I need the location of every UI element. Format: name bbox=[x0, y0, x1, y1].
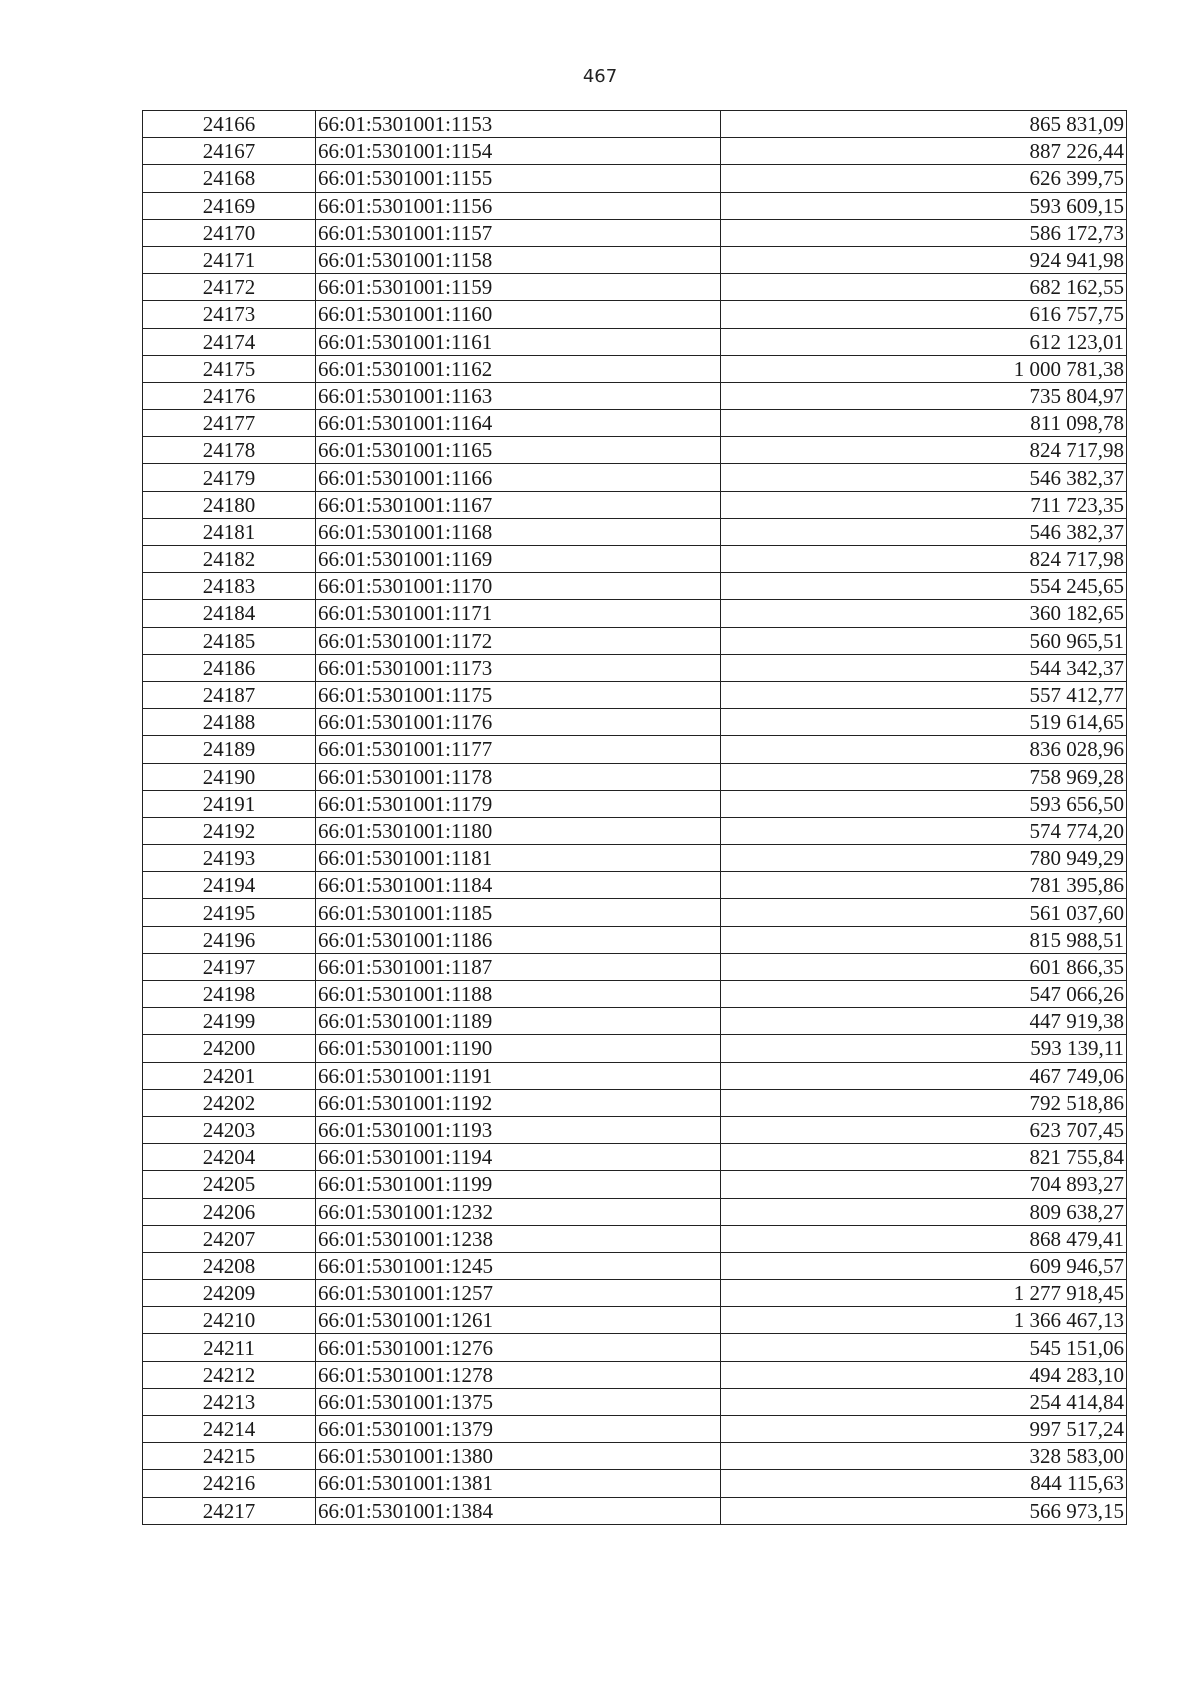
table-row bbox=[143, 953, 1127, 980]
cadastral-value-cell: 821 755,84 bbox=[721, 1144, 1127, 1171]
table-row bbox=[143, 1470, 1127, 1497]
row-number-cell: 24179 bbox=[143, 464, 316, 491]
cadastral-number-cell: 66:01:5301001:1165 bbox=[316, 437, 721, 464]
row-number-cell: 24212 bbox=[143, 1361, 316, 1388]
row-number-cell: 24184 bbox=[143, 600, 316, 627]
cadastral-number-cell: 66:01:5301001:1384 bbox=[316, 1497, 721, 1524]
cadastral-number-cell: 66:01:5301001:1194 bbox=[316, 1144, 721, 1171]
cadastral-value-cell: 447 919,38 bbox=[721, 1008, 1127, 1035]
cadastral-value-cell: 593 139,11 bbox=[721, 1035, 1127, 1062]
cadastral-value-cell: 546 382,37 bbox=[721, 518, 1127, 545]
cadastral-number-cell: 66:01:5301001:1257 bbox=[316, 1280, 721, 1307]
table-row bbox=[143, 1116, 1127, 1143]
table-row bbox=[143, 1089, 1127, 1116]
cadastral-number-cell: 66:01:5301001:1176 bbox=[316, 709, 721, 736]
cadastral-number-cell: 66:01:5301001:1154 bbox=[316, 138, 721, 165]
table-row bbox=[143, 926, 1127, 953]
cadastral-number-cell: 66:01:5301001:1276 bbox=[316, 1334, 721, 1361]
row-number-cell: 24167 bbox=[143, 138, 316, 165]
cadastral-number-cell: 66:01:5301001:1192 bbox=[316, 1089, 721, 1116]
row-number-cell: 24170 bbox=[143, 219, 316, 246]
row-number-cell: 24194 bbox=[143, 872, 316, 899]
table-row bbox=[143, 1416, 1127, 1443]
table-row bbox=[143, 627, 1127, 654]
cadastral-number-cell: 66:01:5301001:1160 bbox=[316, 301, 721, 328]
table-row bbox=[143, 790, 1127, 817]
row-number-cell: 24168 bbox=[143, 165, 316, 192]
table-row bbox=[143, 573, 1127, 600]
cadastral-value-cell: 360 182,65 bbox=[721, 600, 1127, 627]
table-row bbox=[143, 165, 1127, 192]
row-number-cell: 24214 bbox=[143, 1416, 316, 1443]
cadastral-number-cell: 66:01:5301001:1179 bbox=[316, 790, 721, 817]
row-number-cell: 24210 bbox=[143, 1307, 316, 1334]
cadastral-value-cell: 1 277 918,45 bbox=[721, 1280, 1127, 1307]
row-number-cell: 24200 bbox=[143, 1035, 316, 1062]
cadastral-number-cell: 66:01:5301001:1162 bbox=[316, 355, 721, 382]
row-number-cell: 24205 bbox=[143, 1171, 316, 1198]
table-row bbox=[143, 274, 1127, 301]
cadastral-number-cell: 66:01:5301001:1167 bbox=[316, 491, 721, 518]
table-row bbox=[143, 654, 1127, 681]
cadastral-value-cell: 586 172,73 bbox=[721, 219, 1127, 246]
cadastral-number-cell: 66:01:5301001:1232 bbox=[316, 1198, 721, 1225]
table-row bbox=[143, 1307, 1127, 1334]
table-row bbox=[143, 1198, 1127, 1225]
row-number-cell: 24180 bbox=[143, 491, 316, 518]
cadastral-value-cell: 811 098,78 bbox=[721, 410, 1127, 437]
cadastral-number-cell: 66:01:5301001:1153 bbox=[316, 111, 721, 138]
table-row bbox=[143, 981, 1127, 1008]
table-body bbox=[143, 111, 1127, 1525]
cadastral-value-cell: 544 342,37 bbox=[721, 654, 1127, 681]
table-row bbox=[143, 1144, 1127, 1171]
row-number-cell: 24204 bbox=[143, 1144, 316, 1171]
cadastral-number-cell: 66:01:5301001:1278 bbox=[316, 1361, 721, 1388]
row-number-cell: 24192 bbox=[143, 817, 316, 844]
table-row bbox=[143, 763, 1127, 790]
row-number-cell: 24211 bbox=[143, 1334, 316, 1361]
cadastral-value-cell: 616 757,75 bbox=[721, 301, 1127, 328]
row-number-cell: 24177 bbox=[143, 410, 316, 437]
row-number-cell: 24172 bbox=[143, 274, 316, 301]
cadastral-value-table bbox=[142, 110, 1127, 1525]
table-row bbox=[143, 1334, 1127, 1361]
row-number-cell: 24169 bbox=[143, 192, 316, 219]
cadastral-value-cell: 609 946,57 bbox=[721, 1252, 1127, 1279]
table-row bbox=[143, 1008, 1127, 1035]
row-number-cell: 24175 bbox=[143, 355, 316, 382]
table-row bbox=[143, 192, 1127, 219]
cadastral-value-cell: 612 123,01 bbox=[721, 328, 1127, 355]
cadastral-number-cell: 66:01:5301001:1156 bbox=[316, 192, 721, 219]
row-number-cell: 24173 bbox=[143, 301, 316, 328]
cadastral-number-cell: 66:01:5301001:1199 bbox=[316, 1171, 721, 1198]
cadastral-value-cell: 601 866,35 bbox=[721, 953, 1127, 980]
row-number-cell: 24213 bbox=[143, 1388, 316, 1415]
row-number-cell: 24201 bbox=[143, 1062, 316, 1089]
cadastral-number-cell: 66:01:5301001:1187 bbox=[316, 953, 721, 980]
row-number-cell: 24166 bbox=[143, 111, 316, 138]
cadastral-number-cell: 66:01:5301001:1155 bbox=[316, 165, 721, 192]
table-row bbox=[143, 899, 1127, 926]
table-row bbox=[143, 138, 1127, 165]
cadastral-value-cell: 1 000 781,38 bbox=[721, 355, 1127, 382]
cadastral-value-cell: 815 988,51 bbox=[721, 926, 1127, 953]
cadastral-number-cell: 66:01:5301001:1190 bbox=[316, 1035, 721, 1062]
cadastral-number-cell: 66:01:5301001:1170 bbox=[316, 573, 721, 600]
table-row bbox=[143, 600, 1127, 627]
row-number-cell: 24206 bbox=[143, 1198, 316, 1225]
cadastral-value-cell: 824 717,98 bbox=[721, 437, 1127, 464]
row-number-cell: 24209 bbox=[143, 1280, 316, 1307]
cadastral-value-cell: 519 614,65 bbox=[721, 709, 1127, 736]
cadastral-number-cell: 66:01:5301001:1193 bbox=[316, 1116, 721, 1143]
table-row bbox=[143, 328, 1127, 355]
cadastral-number-cell: 66:01:5301001:1171 bbox=[316, 600, 721, 627]
cadastral-number-cell: 66:01:5301001:1380 bbox=[316, 1443, 721, 1470]
row-number-cell: 24182 bbox=[143, 546, 316, 573]
cadastral-number-cell: 66:01:5301001:1169 bbox=[316, 546, 721, 573]
cadastral-number-cell: 66:01:5301001:1168 bbox=[316, 518, 721, 545]
table-row bbox=[143, 301, 1127, 328]
row-number-cell: 24185 bbox=[143, 627, 316, 654]
table-row bbox=[143, 546, 1127, 573]
table-row bbox=[143, 1171, 1127, 1198]
cadastral-number-cell: 66:01:5301001:1381 bbox=[316, 1470, 721, 1497]
row-number-cell: 24183 bbox=[143, 573, 316, 600]
cadastral-value-cell: 254 414,84 bbox=[721, 1388, 1127, 1415]
cadastral-value-cell: 924 941,98 bbox=[721, 246, 1127, 273]
cadastral-number-cell: 66:01:5301001:1177 bbox=[316, 736, 721, 763]
cadastral-value-cell: 809 638,27 bbox=[721, 1198, 1127, 1225]
table-row bbox=[143, 111, 1127, 138]
cadastral-value-cell: 593 656,50 bbox=[721, 790, 1127, 817]
cadastral-number-cell: 66:01:5301001:1188 bbox=[316, 981, 721, 1008]
table-row bbox=[143, 1388, 1127, 1415]
table-row bbox=[143, 709, 1127, 736]
cadastral-value-cell: 557 412,77 bbox=[721, 681, 1127, 708]
cadastral-value-cell: 844 115,63 bbox=[721, 1470, 1127, 1497]
cadastral-number-cell: 66:01:5301001:1173 bbox=[316, 654, 721, 681]
cadastral-value-cell: 824 717,98 bbox=[721, 546, 1127, 573]
cadastral-value-cell: 574 774,20 bbox=[721, 817, 1127, 844]
row-number-cell: 24178 bbox=[143, 437, 316, 464]
cadastral-value-cell: 836 028,96 bbox=[721, 736, 1127, 763]
cadastral-value-cell: 868 479,41 bbox=[721, 1225, 1127, 1252]
cadastral-value-cell: 593 609,15 bbox=[721, 192, 1127, 219]
row-number-cell: 24181 bbox=[143, 518, 316, 545]
row-number-cell: 24202 bbox=[143, 1089, 316, 1116]
table-row bbox=[143, 355, 1127, 382]
cadastral-number-cell: 66:01:5301001:1191 bbox=[316, 1062, 721, 1089]
row-number-cell: 24186 bbox=[143, 654, 316, 681]
cadastral-value-cell: 758 969,28 bbox=[721, 763, 1127, 790]
table-row bbox=[143, 1252, 1127, 1279]
cadastral-number-cell: 66:01:5301001:1163 bbox=[316, 382, 721, 409]
cadastral-number-cell: 66:01:5301001:1178 bbox=[316, 763, 721, 790]
table-row bbox=[143, 219, 1127, 246]
cadastral-value-cell: 554 245,65 bbox=[721, 573, 1127, 600]
cadastral-value-cell: 887 226,44 bbox=[721, 138, 1127, 165]
cadastral-value-cell: 467 749,06 bbox=[721, 1062, 1127, 1089]
cadastral-value-cell: 682 162,55 bbox=[721, 274, 1127, 301]
table-row bbox=[143, 410, 1127, 437]
row-number-cell: 24217 bbox=[143, 1497, 316, 1524]
table-row bbox=[143, 382, 1127, 409]
row-number-cell: 24176 bbox=[143, 382, 316, 409]
table-row bbox=[143, 736, 1127, 763]
cadastral-number-cell: 66:01:5301001:1166 bbox=[316, 464, 721, 491]
table-row bbox=[143, 246, 1127, 273]
cadastral-number-cell: 66:01:5301001:1180 bbox=[316, 817, 721, 844]
table-row bbox=[143, 681, 1127, 708]
row-number-cell: 24189 bbox=[143, 736, 316, 763]
table-row bbox=[143, 1280, 1127, 1307]
row-number-cell: 24174 bbox=[143, 328, 316, 355]
cadastral-number-cell: 66:01:5301001:1158 bbox=[316, 246, 721, 273]
cadastral-number-cell: 66:01:5301001:1261 bbox=[316, 1307, 721, 1334]
row-number-cell: 24197 bbox=[143, 953, 316, 980]
table-row bbox=[143, 1225, 1127, 1252]
table-row bbox=[143, 872, 1127, 899]
row-number-cell: 24195 bbox=[143, 899, 316, 926]
row-number-cell: 24207 bbox=[143, 1225, 316, 1252]
row-number-cell: 24188 bbox=[143, 709, 316, 736]
table-row bbox=[143, 1035, 1127, 1062]
row-number-cell: 24196 bbox=[143, 926, 316, 953]
cadastral-value-cell: 780 949,29 bbox=[721, 845, 1127, 872]
cadastral-number-cell: 66:01:5301001:1189 bbox=[316, 1008, 721, 1035]
cadastral-number-cell: 66:01:5301001:1238 bbox=[316, 1225, 721, 1252]
table-row bbox=[143, 464, 1127, 491]
cadastral-value-cell: 711 723,35 bbox=[721, 491, 1127, 518]
cadastral-value-cell: 561 037,60 bbox=[721, 899, 1127, 926]
cadastral-number-cell: 66:01:5301001:1157 bbox=[316, 219, 721, 246]
row-number-cell: 24171 bbox=[143, 246, 316, 273]
row-number-cell: 24199 bbox=[143, 1008, 316, 1035]
table-row bbox=[143, 845, 1127, 872]
cadastral-value-cell: 623 707,45 bbox=[721, 1116, 1127, 1143]
table-row bbox=[143, 1443, 1127, 1470]
cadastral-value-cell: 494 283,10 bbox=[721, 1361, 1127, 1388]
cadastral-number-cell: 66:01:5301001:1185 bbox=[316, 899, 721, 926]
cadastral-number-cell: 66:01:5301001:1175 bbox=[316, 681, 721, 708]
cadastral-value-cell: 626 399,75 bbox=[721, 165, 1127, 192]
cadastral-value-cell: 735 804,97 bbox=[721, 382, 1127, 409]
cadastral-value-cell: 792 518,86 bbox=[721, 1089, 1127, 1116]
row-number-cell: 24191 bbox=[143, 790, 316, 817]
row-number-cell: 24187 bbox=[143, 681, 316, 708]
table-row bbox=[143, 817, 1127, 844]
table-row bbox=[143, 1497, 1127, 1524]
row-number-cell: 24208 bbox=[143, 1252, 316, 1279]
cadastral-number-cell: 66:01:5301001:1181 bbox=[316, 845, 721, 872]
cadastral-number-cell: 66:01:5301001:1379 bbox=[316, 1416, 721, 1443]
table-row bbox=[143, 518, 1127, 545]
cadastral-value-cell: 546 382,37 bbox=[721, 464, 1127, 491]
cadastral-value-cell: 566 973,15 bbox=[721, 1497, 1127, 1524]
row-number-cell: 24215 bbox=[143, 1443, 316, 1470]
cadastral-number-cell: 66:01:5301001:1184 bbox=[316, 872, 721, 899]
cadastral-number-cell: 66:01:5301001:1375 bbox=[316, 1388, 721, 1415]
cadastral-number-cell: 66:01:5301001:1245 bbox=[316, 1252, 721, 1279]
cadastral-number-cell: 66:01:5301001:1186 bbox=[316, 926, 721, 953]
cadastral-number-cell: 66:01:5301001:1164 bbox=[316, 410, 721, 437]
row-number-cell: 24203 bbox=[143, 1116, 316, 1143]
table-row bbox=[143, 491, 1127, 518]
cadastral-number-cell: 66:01:5301001:1159 bbox=[316, 274, 721, 301]
cadastral-value-cell: 997 517,24 bbox=[721, 1416, 1127, 1443]
table-row bbox=[143, 1062, 1127, 1089]
row-number-cell: 24190 bbox=[143, 763, 316, 790]
cadastral-value-cell: 545 151,06 bbox=[721, 1334, 1127, 1361]
table-row bbox=[143, 437, 1127, 464]
cadastral-number-cell: 66:01:5301001:1172 bbox=[316, 627, 721, 654]
cadastral-value-cell: 704 893,27 bbox=[721, 1171, 1127, 1198]
row-number-cell: 24216 bbox=[143, 1470, 316, 1497]
row-number-cell: 24198 bbox=[143, 981, 316, 1008]
cadastral-value-cell: 781 395,86 bbox=[721, 872, 1127, 899]
cadastral-value-cell: 328 583,00 bbox=[721, 1443, 1127, 1470]
cadastral-value-cell: 865 831,09 bbox=[721, 111, 1127, 138]
cadastral-value-cell: 560 965,51 bbox=[721, 627, 1127, 654]
cadastral-value-cell: 1 366 467,13 bbox=[721, 1307, 1127, 1334]
page-number: 467 bbox=[582, 66, 618, 87]
row-number-cell: 24193 bbox=[143, 845, 316, 872]
cadastral-value-cell: 547 066,26 bbox=[721, 981, 1127, 1008]
cadastral-number-cell: 66:01:5301001:1161 bbox=[316, 328, 721, 355]
table-row bbox=[143, 1361, 1127, 1388]
